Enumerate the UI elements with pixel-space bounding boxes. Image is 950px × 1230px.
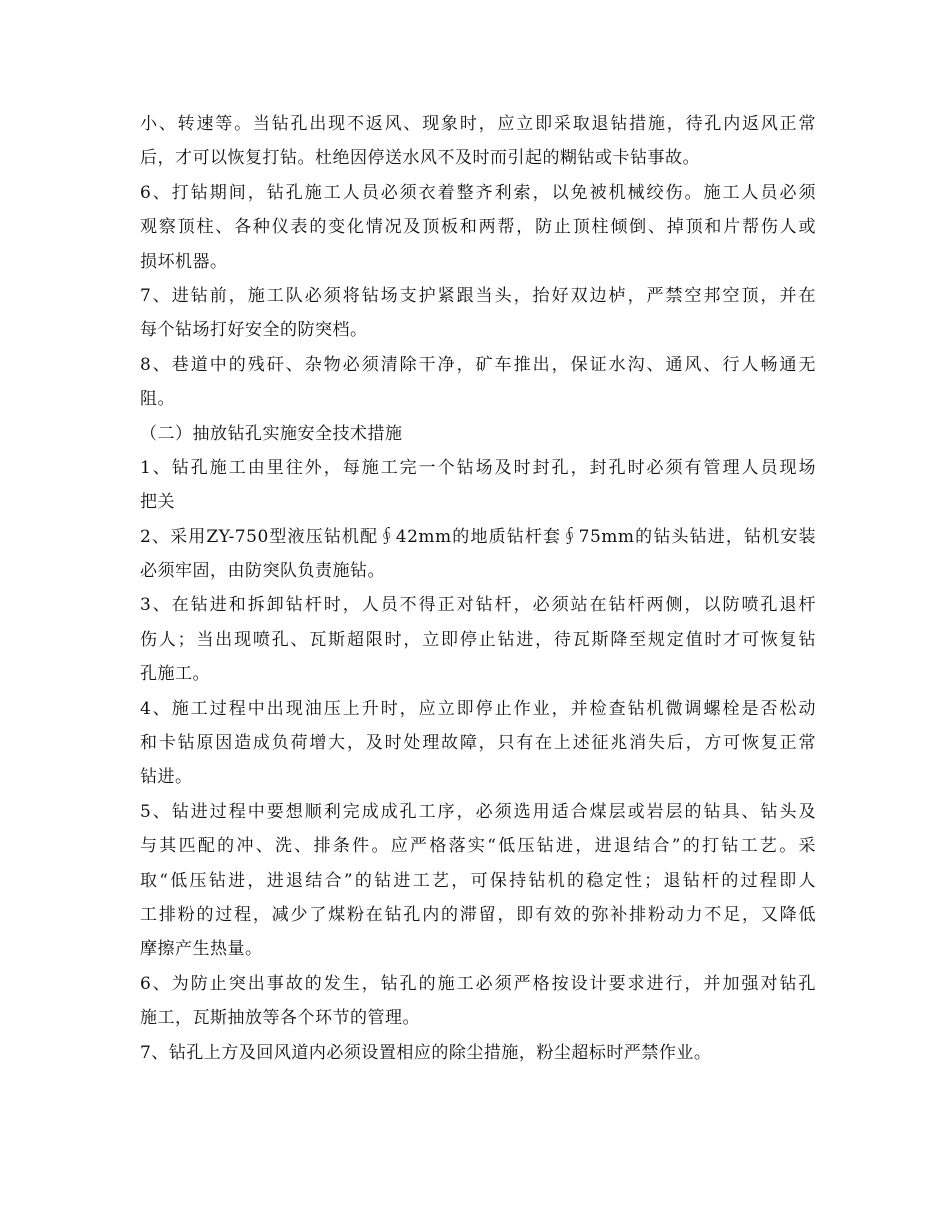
text-line: 施工，瓦斯抽放等各个环节的管理。 bbox=[140, 1008, 420, 1029]
paragraph bbox=[140, 520, 816, 589]
text-line: 工排粉的过程，减少了煤粉在钻孔内的滞留，即有效的弥补排粉动力不足，又降低 bbox=[140, 904, 816, 925]
paragraph bbox=[140, 417, 816, 451]
text-line: 每个钻场打好安全的防突档。 bbox=[140, 320, 368, 341]
paragraph bbox=[140, 279, 816, 348]
text-line: （二）抽放钻孔实施安全技术措施 bbox=[140, 423, 403, 444]
text-line: 损坏机器。 bbox=[140, 251, 228, 272]
paragraph bbox=[140, 795, 816, 967]
text-line: 后，才可以恢复打钻。杜绝因停送水风不及时而引起的糊钻或卡钻事故。 bbox=[140, 148, 700, 169]
text-line: 小、转速等。当钻孔出现不返风、现象时，应立即采取退钻措施，待孔内返风正常 bbox=[140, 114, 816, 134]
text-line: 孔施工。 bbox=[140, 664, 210, 685]
text-line: 6、为防止突出事故的发生，钻孔的施工必须严格按设计要求进行，并加强对钻孔 bbox=[140, 973, 816, 994]
paragraph bbox=[140, 967, 816, 1036]
text-line: 4、施工过程中出现油压上升时，应立即停止作业，并检查钻机微调螺栓是否松动 bbox=[140, 698, 816, 719]
text-line: 摩擦产生热量。 bbox=[140, 939, 263, 960]
paragraph bbox=[140, 348, 816, 417]
document-body bbox=[140, 107, 816, 1070]
paragraph bbox=[140, 176, 816, 279]
text-line: 取“低压钻进，进退结合”的钻进工艺，可保持钻机的稳定性；退钻杆的过程即人 bbox=[140, 870, 816, 891]
text-line: 观察顶柱、各种仪表的变化情况及顶板和两帮，防止顶柱倾倒、掉顶和片帮伤人或 bbox=[140, 217, 816, 238]
text-line: 8、巷道中的残矸、杂物必须清除干净，矿车推出，保证水沟、通风、行人畅通无 bbox=[140, 354, 816, 375]
text-line: 伤人；当出现喷孔、瓦斯超限时，立即停止钻进，待瓦斯降至规定值时才可恢复钻 bbox=[140, 629, 816, 650]
text-line: 3、在钻进和拆卸钻杆时，人员不得正对钻杆，必须站在钻杆两侧，以防喷孔退杆 bbox=[140, 595, 816, 616]
text-line: 钻进。 bbox=[140, 767, 193, 788]
paragraph bbox=[140, 692, 816, 795]
text-line: 阻。 bbox=[140, 389, 175, 410]
paragraph bbox=[140, 588, 816, 691]
paragraph bbox=[140, 451, 816, 520]
text-line: 与其匹配的冲、洗、排条件。应严格落实“低压钻进，进退结合”的打钻工艺。采 bbox=[140, 836, 816, 857]
text-line: 7、进钻前，施工队必须将钻场支护紧跟当头，抬好双边栌，严禁空邦空顶，并在 bbox=[140, 285, 816, 306]
paragraph bbox=[140, 107, 816, 176]
text-line: 必须牢固，由防突队负责施钻。 bbox=[140, 561, 385, 582]
text-line: 7、钻孔上方及回风道内必须设置相应的除尘措施，粉尘超标时严禁作业。 bbox=[140, 1042, 712, 1063]
text-line: 和卡钻原因造成负荷增大，及时处理故障，只有在上述征兆消失后，方可恢复正常 bbox=[140, 733, 816, 754]
text-line: 6、打钻期间，钻孔施工人员必须衣着整齐利索，以免被机械绞伤。施工人员必须 bbox=[140, 182, 816, 203]
text-line: 1、钻孔施工由里往外，每施工完一个钻场及时封孔，封孔时必须有管理人员现场 bbox=[140, 457, 816, 478]
text-line: 把关 bbox=[140, 492, 175, 513]
text-line: 5、钻进过程中要想顺利完成成孔工序，必须选用适合煤层或岩层的钻具、钻头及 bbox=[140, 801, 816, 822]
text-line: 2、采用ZY-750型液压钻机配∮42mm的地质钻杆套∮75mm的钻头钻进，钻机安装 bbox=[140, 526, 816, 547]
paragraph bbox=[140, 1036, 816, 1070]
